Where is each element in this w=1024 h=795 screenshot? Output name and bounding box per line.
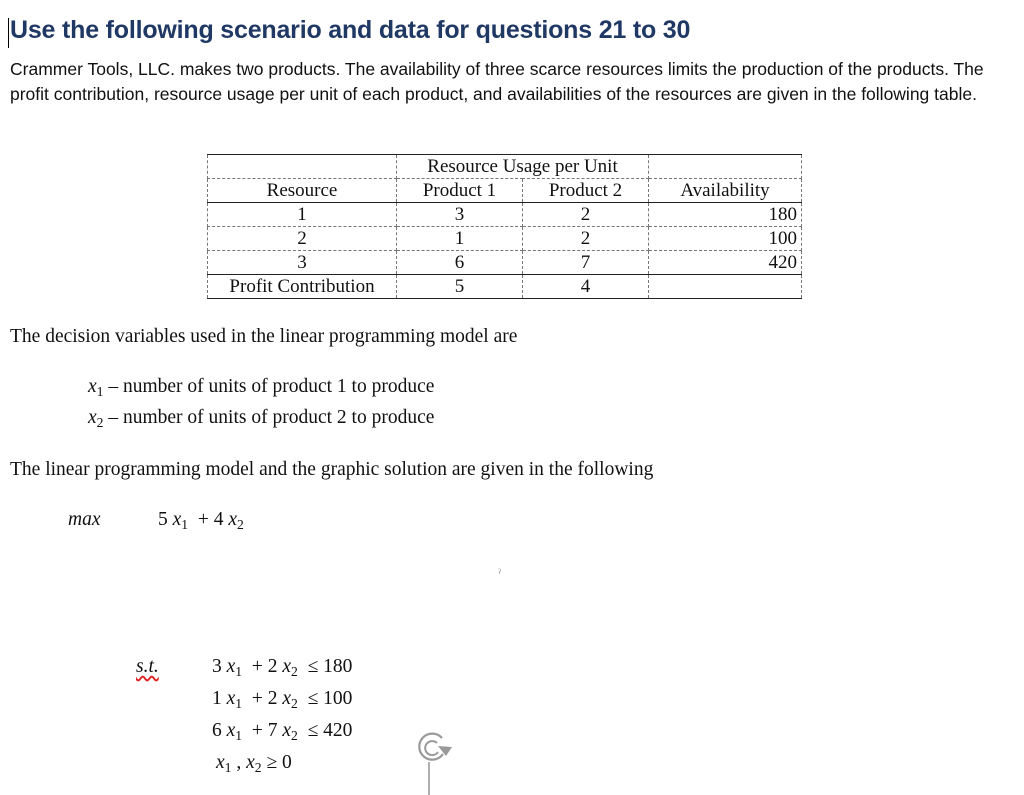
operator: ≥ <box>266 752 278 773</box>
empty-header-cell <box>649 155 802 179</box>
table-row <box>208 227 802 251</box>
resource-table <box>207 154 802 299</box>
rhs: 180 <box>323 656 353 677</box>
constraint-3: 6 $x_1 + 7$ $x_2 \le 420$ <box>212 720 353 743</box>
coef: 7 <box>267 720 278 741</box>
variable-def-1 <box>88 376 434 398</box>
decision-intro: The decision variables used in the linear programming model are <box>10 326 518 347</box>
column-header: Product 2 <box>523 179 649 203</box>
table-row <box>208 251 802 275</box>
rhs: 0 <box>282 752 292 773</box>
table-row <box>208 275 802 299</box>
product2-cell: 7 <box>523 251 649 275</box>
group-header: Resource Usage per Unit <box>397 155 649 179</box>
st-label <box>136 656 159 678</box>
var-symbol: x <box>88 376 97 397</box>
resource-cell: 1 <box>208 203 397 227</box>
intro-paragraph: Crammer Tools, LLC. makes two products. The availability of three scarce resources limits the production of the products. The profit contribution, resource usage per unit of each product, and availabilities of the resources are given in the following table. <box>10 59 984 104</box>
rhs: 420 <box>323 720 353 741</box>
stray-mark: ˀ <box>498 566 501 580</box>
operator: ≤ <box>307 688 319 709</box>
empty-cell <box>649 275 802 299</box>
var-symbol: x <box>88 407 97 428</box>
coef: 2 <box>267 656 278 677</box>
column-header: Availability <box>649 179 802 203</box>
coef: 6 <box>212 720 222 741</box>
var-description: – number of units of product 1 to produce <box>108 376 435 397</box>
coef: 1 <box>212 688 222 709</box>
rhs: 100 <box>323 688 353 709</box>
availability-cell: 100 <box>649 227 802 251</box>
product2-cell: 4 <box>523 275 649 299</box>
resource-cell: 3 <box>208 251 397 275</box>
operator: ≤ <box>307 656 319 677</box>
operator: ≤ <box>307 720 319 741</box>
coef: 4 <box>213 509 224 530</box>
coef: 2 <box>267 688 278 709</box>
availability-cell: 420 <box>649 251 802 275</box>
product1-cell: 5 <box>397 275 523 299</box>
variable-def-2 <box>88 407 434 429</box>
product2-cell: 2 <box>523 227 649 251</box>
constraint-1: 3 $x_1 + 2$ $x_2 \le 180$ <box>212 656 353 679</box>
nonnegativity: $x_1$ , $x_2 \ge 0$ <box>216 752 292 775</box>
rotate-handle-icon[interactable] <box>412 728 458 795</box>
subject-to-label: s.t. <box>136 656 159 677</box>
constraint-2: 1 $x_1 + 2$ $x_2 \le 100$ <box>212 688 353 711</box>
var-subscript: 2 <box>96 415 104 430</box>
text-cursor <box>8 18 9 48</box>
coef: 5 <box>158 509 168 530</box>
page-heading: Use the following scenario and data for questions 21 to 30 <box>10 16 691 44</box>
objective-function: 5 $x_1 + 4$ $x_2$ <box>158 509 244 532</box>
resource-cell: 2 <box>208 227 397 251</box>
objective-label <box>68 509 101 531</box>
product1-cell: 1 <box>397 227 523 251</box>
availability-cell: 180 <box>649 203 802 227</box>
table-row <box>208 203 802 227</box>
product1-cell: 6 <box>397 251 523 275</box>
profit-label-cell: Profit Contribution <box>208 275 397 299</box>
var-description: – number of units of product 2 to produce <box>108 407 435 428</box>
empty-header-cell <box>208 155 397 179</box>
column-header: Resource <box>208 179 397 203</box>
column-header: Product 1 <box>397 179 523 203</box>
model-intro: The linear programming model and the graphic solution are given in the following <box>10 459 654 480</box>
coef: 3 <box>212 656 222 677</box>
product1-cell: 3 <box>397 203 523 227</box>
max-label: max <box>68 509 101 530</box>
var-subscript: 1 <box>96 384 104 399</box>
product2-cell: 2 <box>523 203 649 227</box>
